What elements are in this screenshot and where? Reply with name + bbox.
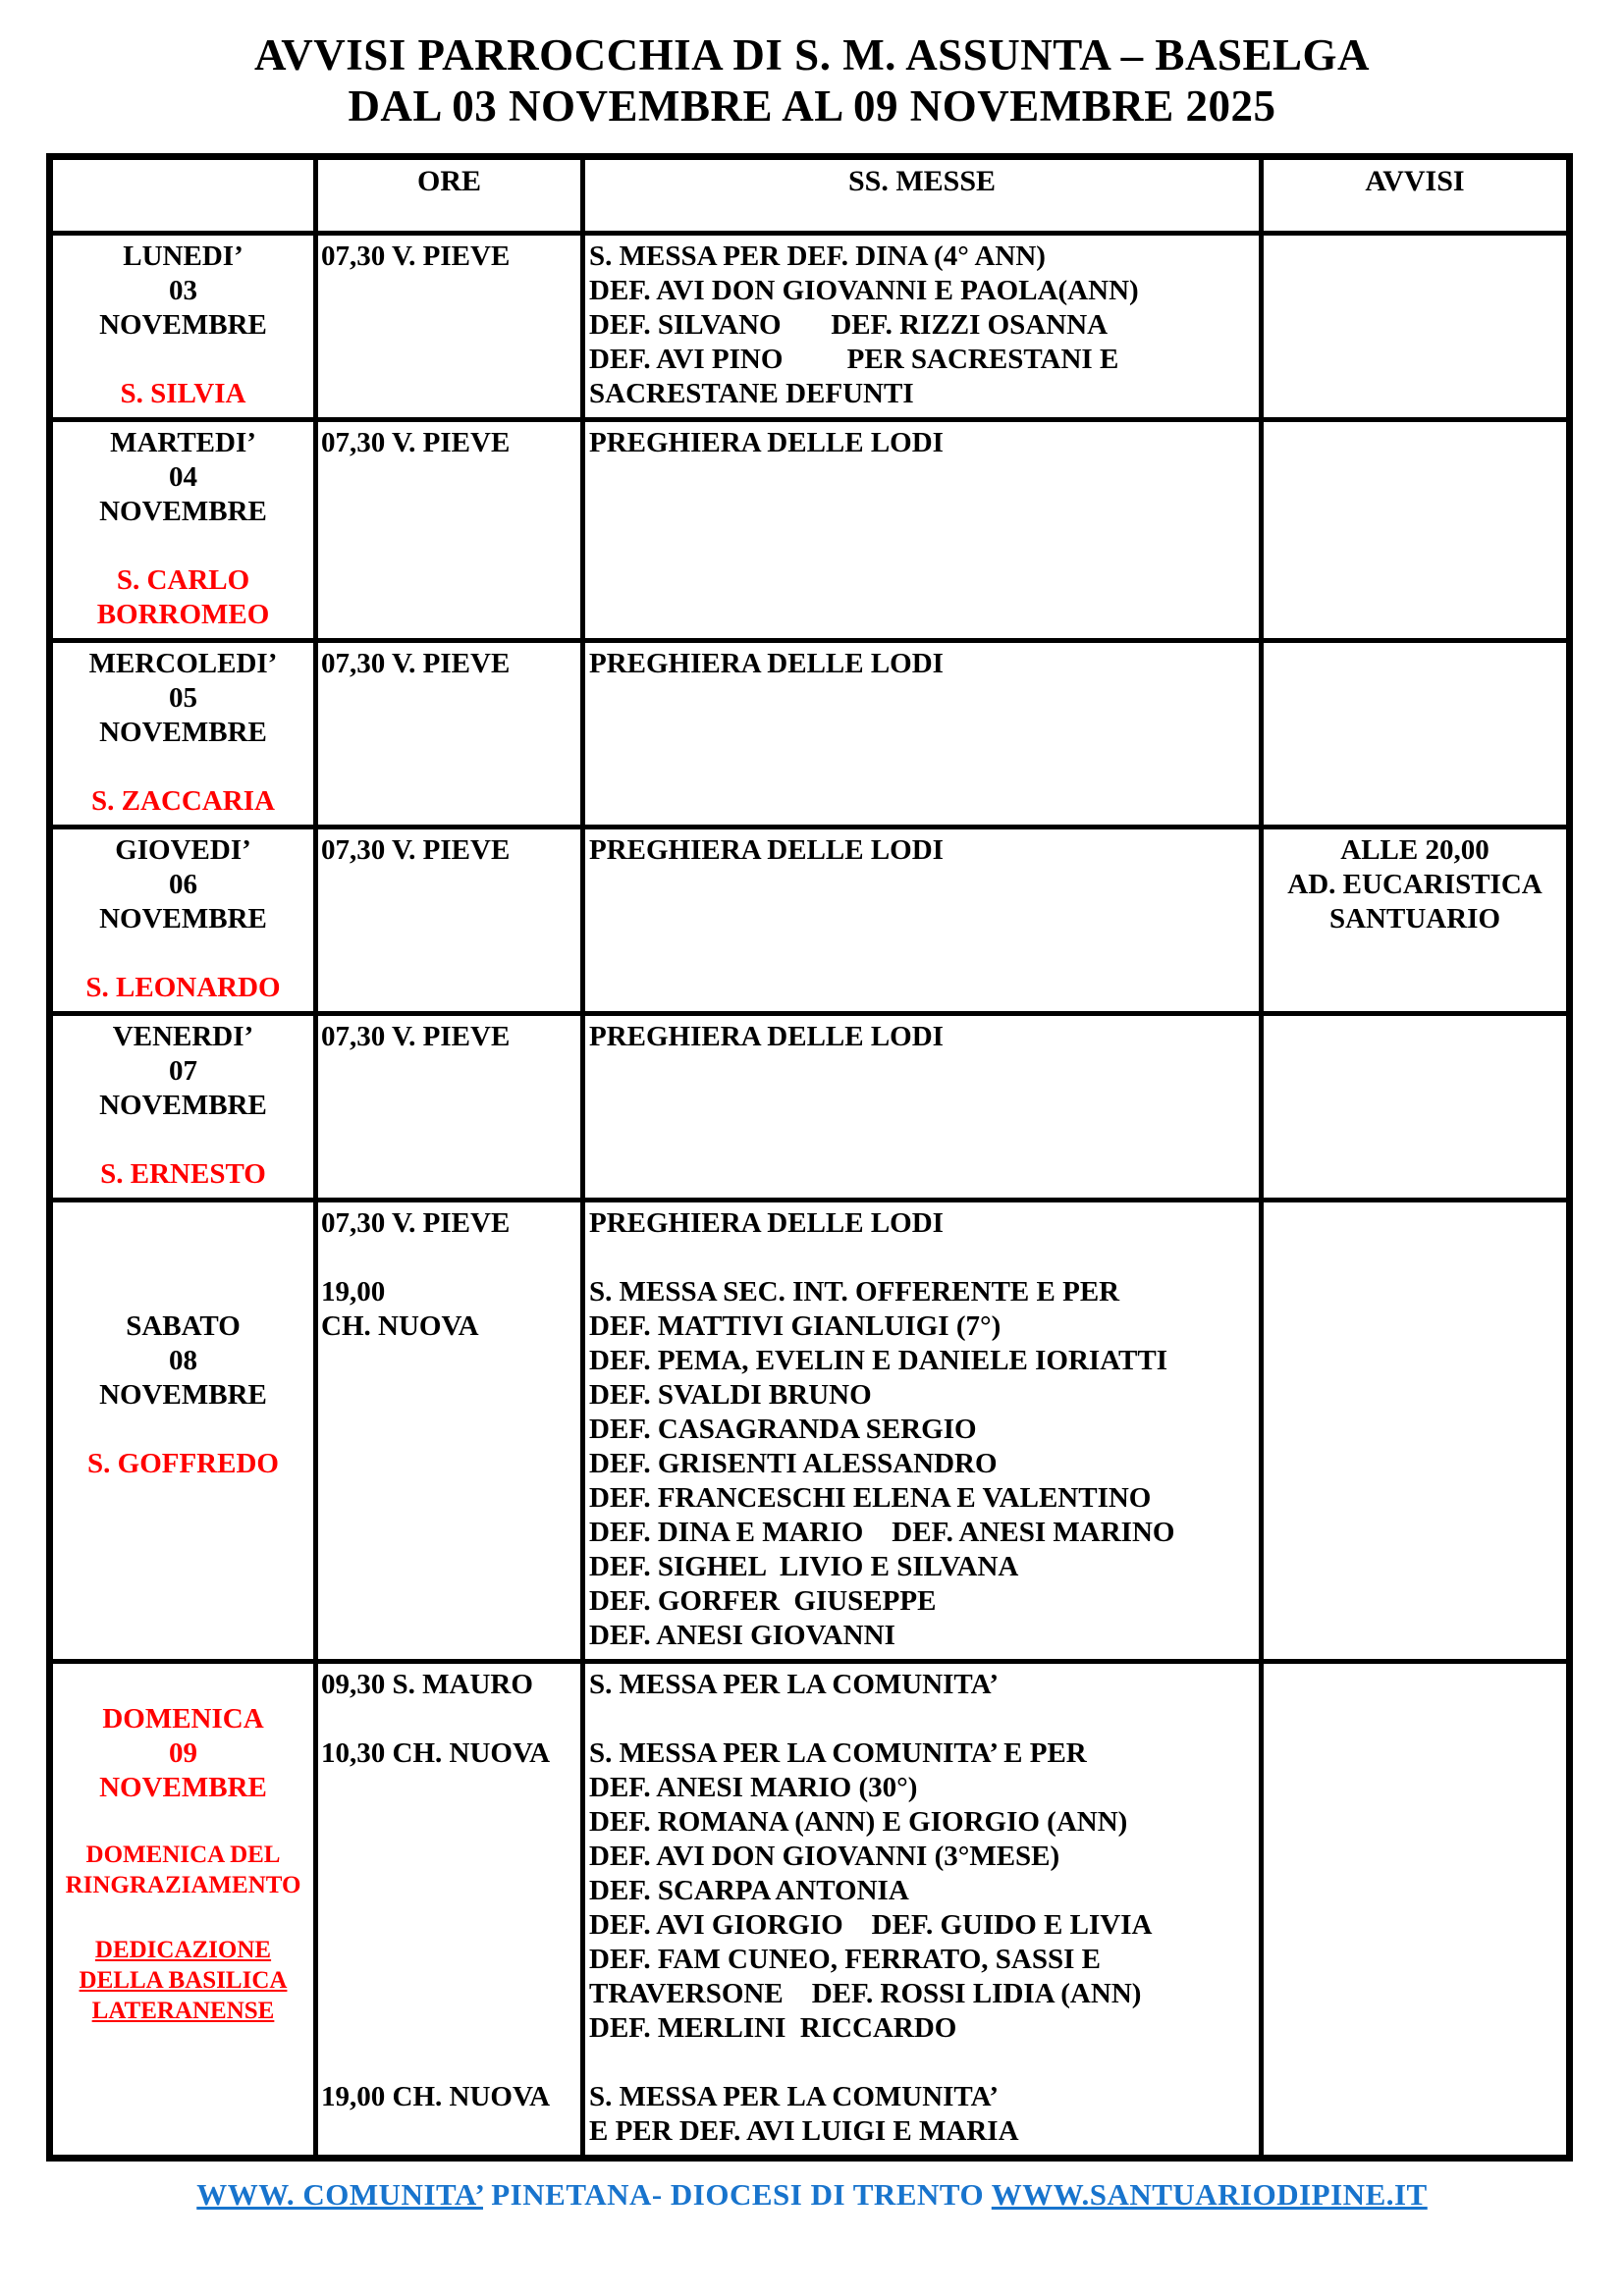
text-line: DEF. SIGHEL LIVIO E SILVANA <box>589 1551 1019 1583</box>
text-line <box>55 936 311 971</box>
day-cell <box>50 641 316 828</box>
schedule-table-body <box>50 234 1570 2159</box>
messe-cell <box>583 828 1262 1014</box>
text-line: DELLA BASILICA <box>79 1967 288 1995</box>
text-line <box>321 1771 578 1805</box>
text-line: LATERANENSE <box>91 1998 275 2025</box>
day-cell <box>50 1014 316 1201</box>
page-title <box>0 0 1624 132</box>
text-line <box>55 1668 311 1702</box>
messe-cell <box>583 1662 1262 2159</box>
messe-cell <box>583 1201 1262 1662</box>
text-line <box>321 1874 578 1908</box>
page-title-line1: AVVISI PARROCCHIA DI S. M. ASSUNTA – BASELGA <box>254 30 1370 80</box>
header-day <box>50 157 316 234</box>
footer-link[interactable]: WWW. COMUNITA’ <box>196 2177 483 2213</box>
text-line: DEF. FRANCESCHI ELENA E VALENTINO <box>589 1482 1152 1515</box>
text-line: 09,30 S. MAURO <box>321 1669 533 1701</box>
text-line: 07,30 V. PIEVE <box>321 1207 511 1240</box>
table-row <box>50 641 1570 828</box>
text-line: DOMENICA <box>102 1703 264 1735</box>
text-line: DEF. GORFER GIUSEPPE <box>589 1585 937 1618</box>
text-line: DEF. SCARPA ANTONIA <box>589 1875 909 1907</box>
text-line: DEF. PEMA, EVELIN E DANIELE IORIATTI <box>589 1345 1167 1377</box>
text-line <box>55 343 311 377</box>
text-line: 06 <box>169 869 197 901</box>
text-line: CH. NUOVA <box>321 1310 479 1343</box>
text-line: 07,30 V. PIEVE <box>321 648 511 680</box>
table-row <box>50 828 1570 1014</box>
text-line: S. ZACCARIA <box>91 785 275 818</box>
text-line <box>589 1702 1257 1736</box>
text-line: 08 <box>169 1345 197 1377</box>
table-row <box>50 420 1570 641</box>
text-line <box>321 1943 578 1977</box>
footer-text: PINETANA- DIOCESI DI TRENTO <box>483 2177 992 2213</box>
messe-cell <box>583 234 1262 420</box>
text-line: 07,30 V. PIEVE <box>321 1021 511 1053</box>
text-line: GIOVEDI’ <box>115 834 251 867</box>
text-line: 04 <box>169 461 197 494</box>
text-line: S. GOFFREDO <box>87 1448 279 1480</box>
text-line <box>589 2046 1257 2080</box>
messe-cell <box>583 420 1262 641</box>
header-avvisi: AVVISI <box>1262 157 1570 234</box>
day-cell <box>50 1201 316 1662</box>
ore-cell <box>316 1662 583 2159</box>
text-line: NOVEMBRE <box>99 717 267 749</box>
text-line: DEF. AVI GIORGIO DEF. GUIDO E LIVIA <box>589 1909 1153 1942</box>
text-line <box>55 750 311 784</box>
text-line <box>55 1805 311 1840</box>
text-line: DEF. ROMANA (ANN) E GIORGIO (ANN) <box>589 1806 1128 1839</box>
text-line: 07,30 V. PIEVE <box>321 834 511 867</box>
text-line: TRAVERSONE DEF. ROSSI LIDIA (ANN) <box>589 1978 1142 2010</box>
avvisi-cell <box>1262 234 1570 420</box>
text-line <box>321 1840 578 1874</box>
messe-cell <box>583 1014 1262 1201</box>
text-line: S. ERNESTO <box>100 1158 266 1191</box>
avvisi-cell <box>1262 1201 1570 1662</box>
text-line: DEF. AVI DON GIOVANNI (3°MESE) <box>589 1841 1060 1873</box>
avvisi-cell <box>1262 641 1570 828</box>
text-line: DEF. AVI PINO PER SACRESTANI E <box>589 344 1119 376</box>
text-line: DEF. SVALDI BRUNO <box>589 1379 872 1412</box>
text-line: DEF. AVI DON GIOVANNI E PAOLA(ANN) <box>589 275 1139 307</box>
text-line: BORROMEO <box>96 599 270 631</box>
text-line: DEF. ANESI GIOVANNI <box>589 1620 895 1652</box>
text-line: S. MESSA PER LA COMUNITA’ <box>589 1669 1000 1701</box>
text-line: SANTUARIO <box>1328 903 1501 935</box>
day-cell <box>50 828 316 1014</box>
ore-cell <box>316 1201 583 1662</box>
text-line: S. MESSA SEC. INT. OFFERENTE E PER <box>589 1276 1120 1308</box>
avvisi-cell <box>1262 1014 1570 1201</box>
text-line <box>55 1123 311 1157</box>
ore-cell <box>316 420 583 641</box>
ore-cell <box>316 234 583 420</box>
text-line: S. CARLO <box>116 564 250 597</box>
text-line: NOVEMBRE <box>99 496 267 528</box>
text-line: AD. EUCARISTICA <box>1287 869 1543 901</box>
text-line <box>321 1702 578 1736</box>
text-line <box>321 2046 578 2080</box>
text-line: MERCOLEDI’ <box>88 648 278 680</box>
text-line <box>55 1413 311 1447</box>
table-row <box>50 1662 1570 2159</box>
table-row <box>50 234 1570 420</box>
text-line: DEF. CASAGRANDA SERGIO <box>589 1414 977 1446</box>
header-messe: SS. MESSE <box>583 157 1262 234</box>
ore-cell <box>316 641 583 828</box>
footer-links <box>0 2177 1624 2213</box>
day-cell <box>50 420 316 641</box>
avvisi-cell <box>1262 420 1570 641</box>
text-line: 19,00 <box>321 1276 386 1308</box>
ore-cell <box>316 1014 583 1201</box>
text-line: MARTEDI’ <box>110 427 256 459</box>
text-line: PREGHIERA DELLE LODI <box>589 1021 944 1053</box>
text-line: PREGHIERA DELLE LODI <box>589 427 944 459</box>
text-line: S. MESSA PER DEF. DINA (4° ANN) <box>589 240 1046 273</box>
text-line <box>321 1908 578 1943</box>
text-line <box>55 1275 311 1309</box>
schedule-table <box>46 153 1573 2162</box>
messe-cell <box>583 641 1262 828</box>
text-line: NOVEMBRE <box>99 903 267 935</box>
text-line: NOVEMBRE <box>99 309 267 342</box>
text-line <box>55 1900 311 1935</box>
text-line: DEF. SILVANO DEF. RIZZI OSANNA <box>589 309 1109 342</box>
text-line: 10,30 CH. NUOVA <box>321 1737 551 1770</box>
text-line <box>589 1241 1257 1275</box>
text-line: LUNEDI’ <box>123 240 244 273</box>
text-line: NOVEMBRE <box>99 1090 267 1122</box>
table-row <box>50 1201 1570 1662</box>
ore-cell <box>316 828 583 1014</box>
text-line: NOVEMBRE <box>99 1772 267 1804</box>
text-line: DEF. GRISENTI ALESSANDRO <box>589 1448 998 1480</box>
text-line: SABATO <box>126 1310 241 1343</box>
avvisi-cell <box>1262 828 1570 1014</box>
text-line: PREGHIERA DELLE LODI <box>589 1207 944 1240</box>
text-line: 07 <box>169 1055 197 1088</box>
day-cell <box>50 234 316 420</box>
text-line: SACRESTANE DEFUNTI <box>589 378 914 410</box>
text-line: PREGHIERA DELLE LODI <box>589 648 944 680</box>
table-row <box>50 1014 1570 1201</box>
text-line: DEF. DINA E MARIO DEF. ANESI MARINO <box>589 1517 1175 1549</box>
text-line <box>55 529 311 563</box>
text-line: S. MESSA PER LA COMUNITA’ <box>589 2081 1000 2113</box>
text-line: DEF. FAM CUNEO, FERRATO, SASSI E <box>589 1944 1102 1976</box>
header-ore: ORE <box>316 157 583 234</box>
text-line <box>321 1241 578 1275</box>
text-line <box>321 2011 578 2046</box>
text-line <box>321 1805 578 1840</box>
text-line: 07,30 V. PIEVE <box>321 427 511 459</box>
text-line: 09 <box>169 1737 197 1770</box>
avvisi-cell <box>1262 1662 1570 2159</box>
text-line: S. LEONARDO <box>85 972 281 1004</box>
page-title-line2: DAL 03 NOVEMBRE AL 09 NOVEMBRE 2025 <box>348 81 1276 132</box>
text-line: DEF. ANESI MARIO (30°) <box>589 1772 918 1804</box>
text-line: 03 <box>169 275 197 307</box>
text-line: 05 <box>169 682 197 715</box>
text-line: DEF. MERLINI RICCARDO <box>589 2012 957 2045</box>
text-line: DEDICAZIONE <box>94 1937 272 1964</box>
text-line: S. SILVIA <box>120 378 246 410</box>
day-cell <box>50 1662 316 2159</box>
footer-link[interactable]: WWW.SANTUARIODIPINE.IT <box>991 2177 1428 2213</box>
text-line: RINGRAZIAMENTO <box>65 1872 301 1899</box>
text-line <box>321 1977 578 2011</box>
text-line: PREGHIERA DELLE LODI <box>589 834 944 867</box>
table-header-row <box>50 157 1570 234</box>
text-line <box>55 1206 311 1241</box>
text-line: ALLE 20,00 <box>1340 834 1489 867</box>
text-line: NOVEMBRE <box>99 1379 267 1412</box>
text-line: VENERDI’ <box>112 1021 254 1053</box>
text-line: 19,00 CH. NUOVA <box>321 2081 551 2113</box>
text-line: DOMENICA DEL <box>85 1842 281 1869</box>
text-line <box>55 1241 311 1275</box>
text-line: S. MESSA PER LA COMUNITA’ E PER <box>589 1737 1087 1770</box>
text-line: E PER DEF. AVI LUIGI E MARIA <box>589 2115 1019 2148</box>
text-line: 07,30 V. PIEVE <box>321 240 511 273</box>
text-line: DEF. MATTIVI GIANLUIGI (7°) <box>589 1310 1001 1343</box>
